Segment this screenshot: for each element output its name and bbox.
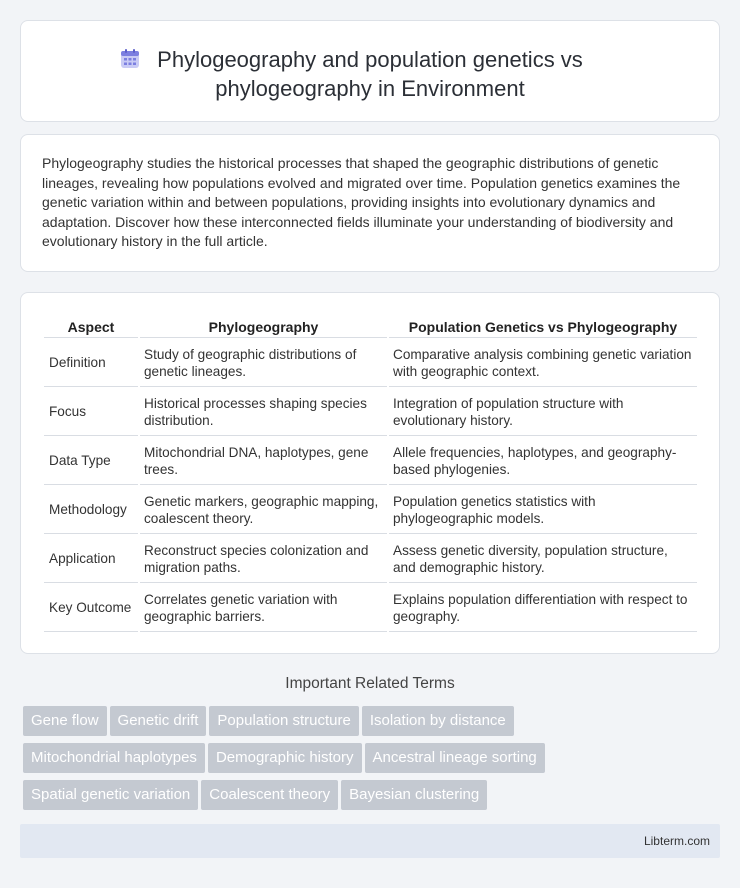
tag-genetic-drift[interactable]: Genetic drift: [110, 706, 207, 736]
row-comparison: Assess genetic diversity, population structure, and demographic history.: [389, 536, 697, 583]
table-row: [44, 389, 697, 436]
row-comparison: Explains population differentiation with respect to geography.: [389, 585, 697, 632]
page-title-line-2: phylogeography in Environment: [215, 76, 525, 101]
header-phylogeography: Phylogeography: [140, 316, 387, 338]
page-title-line-1: Phylogeography and population genetics vs: [157, 47, 583, 72]
tag-row: [23, 780, 723, 817]
row-phylogeography: Historical processes shaping species distribution.: [140, 389, 387, 436]
intro-paragraph: Phylogeography studies the historical processes that shaped the geographic distributions of genetic lineages, revealing how populations evolved and migrated over time. Population genetics examines the genetic variation within and between populations, providing insights into evolutionary dynamics and adaptation. Discover how these interconnected fields illuminate your understanding of biodiversity and evolutionary history in the full article.: [42, 155, 681, 250]
table-header-row: [44, 316, 697, 338]
tag-coalescent-theory[interactable]: Coalescent theory: [201, 780, 338, 810]
page-title: [21, 45, 719, 103]
tag-row: [23, 743, 723, 780]
footer: [20, 824, 720, 858]
tag-spatial-genetic-variation[interactable]: Spatial genetic variation: [23, 780, 198, 810]
row-comparison: Comparative analysis combining genetic variation with geographic context.: [389, 340, 697, 387]
comparison-table: [42, 314, 699, 634]
tag-population-structure[interactable]: Population structure: [209, 706, 358, 736]
row-aspect: Application: [44, 536, 138, 583]
row-phylogeography: Genetic markers, geographic mapping, coalescent theory.: [140, 487, 387, 534]
row-phylogeography: Study of geographic distributions of genetic lineages.: [140, 340, 387, 387]
row-comparison: Allele frequencies, haplotypes, and geography-based phylogenies.: [389, 438, 697, 485]
table-row: [44, 438, 697, 485]
row-phylogeography: Correlates genetic variation with geographic barriers.: [140, 585, 387, 632]
tag-ancestral-lineage-sorting[interactable]: Ancestral lineage sorting: [365, 743, 545, 773]
table-row: [44, 487, 697, 534]
tag-row: [23, 706, 723, 743]
table-row: [44, 340, 697, 387]
row-aspect: Methodology: [44, 487, 138, 534]
intro-card: [20, 134, 720, 272]
tag-isolation-by-distance[interactable]: Isolation by distance: [362, 706, 514, 736]
header-aspect: Aspect: [44, 316, 138, 338]
comparison-table-card: [20, 292, 720, 654]
table-row: [44, 585, 697, 632]
related-terms-heading: Important Related Terms: [285, 675, 455, 692]
row-aspect: Focus: [44, 389, 138, 436]
header-popgen-vs-phylogeography: Population Genetics vs Phylogeography: [389, 316, 697, 338]
row-phylogeography: Mitochondrial DNA, haplotypes, gene trees.: [140, 438, 387, 485]
row-comparison: Integration of population structure with evolutionary history.: [389, 389, 697, 436]
row-comparison: Population genetics statistics with phylogeographic models.: [389, 487, 697, 534]
tag-gene-flow[interactable]: Gene flow: [23, 706, 107, 736]
related-terms-list: [23, 706, 723, 817]
tag-mitochondrial-haplotypes[interactable]: Mitochondrial haplotypes: [23, 743, 205, 773]
row-aspect: Key Outcome: [44, 585, 138, 632]
tag-demographic-history[interactable]: Demographic history: [208, 743, 362, 773]
row-phylogeography: Reconstruct species colonization and migration paths.: [140, 536, 387, 583]
table-row: [44, 536, 697, 583]
row-aspect: Definition: [44, 340, 138, 387]
row-aspect: Data Type: [44, 438, 138, 485]
title-card: [20, 20, 720, 122]
tag-bayesian-clustering[interactable]: Bayesian clustering: [341, 780, 487, 810]
footer-site-link[interactable]: Libterm.com: [643, 834, 710, 848]
